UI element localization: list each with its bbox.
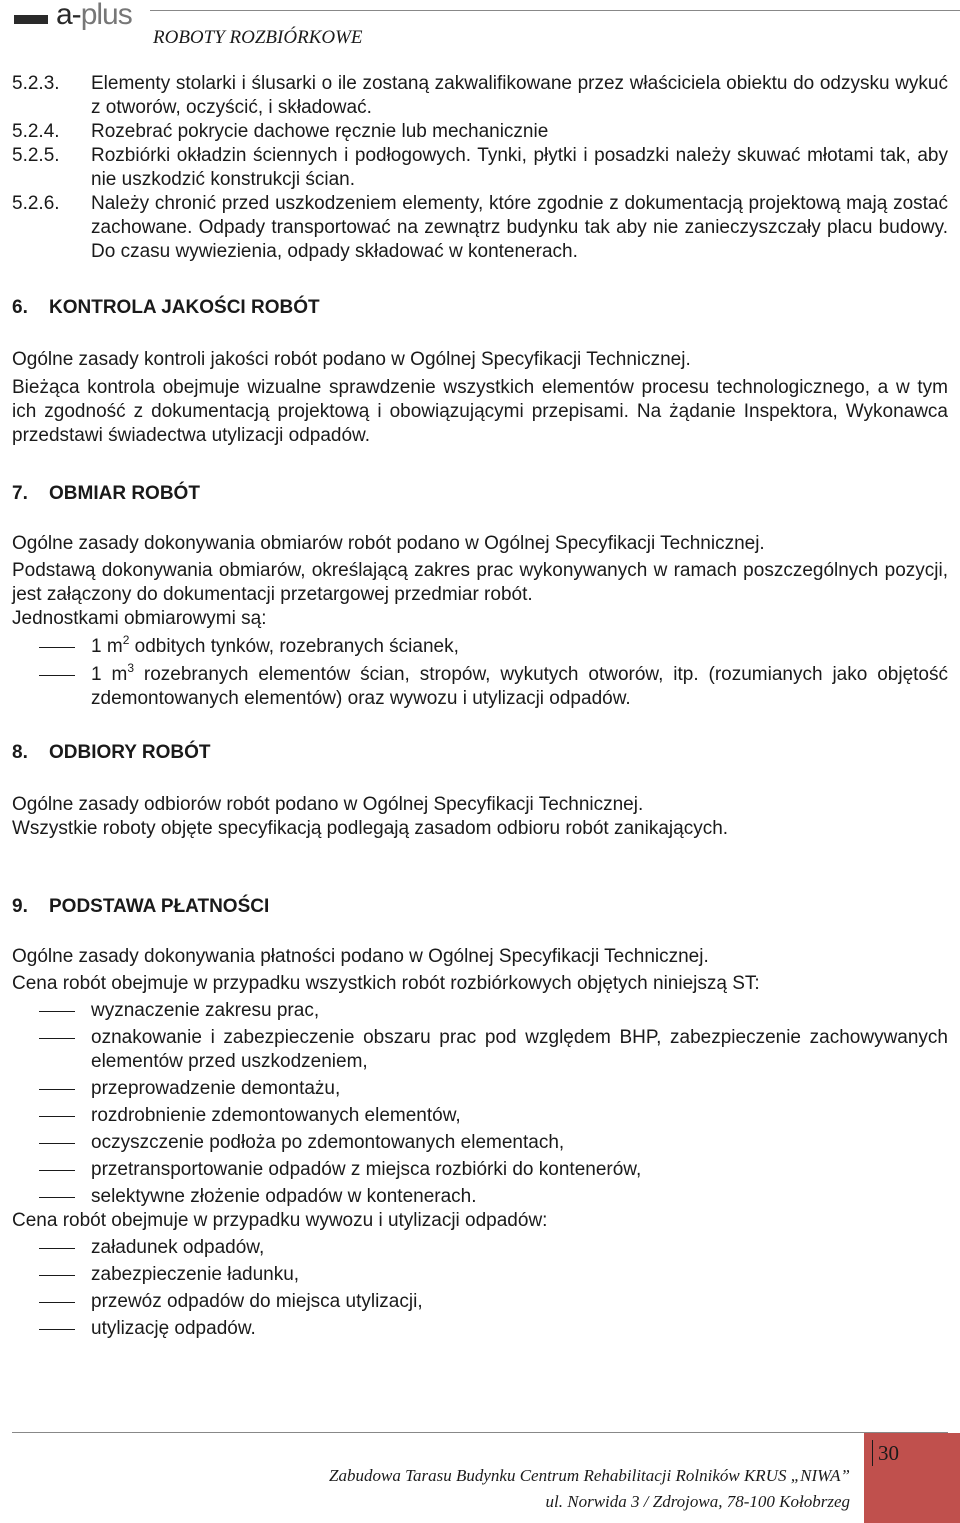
- section-7-paragraph-2: Podstawą dokonywania obmiarów, określającą zakres prac wykonywanych w ramach poszczególnych pozycji, jest załączony do dokumentacji przetargowej przedmiar robót.: [12, 560, 948, 605]
- waste-disposal-list: [12, 1236, 948, 1341]
- list-item: zabezpieczenie ładunku,: [12, 1263, 948, 1287]
- list-item: przetransportowanie odpadów z miejsca rozbiórki do kontenerów,: [12, 1158, 948, 1182]
- logo-bar: [14, 15, 48, 24]
- section-9-paragraph-3: Cena robót obejmuje w przypadku wywozu i utylizacji odpadów:: [12, 1210, 548, 1231]
- section-8-heading: 8. ODBIORY ROBÓT: [12, 742, 211, 763]
- company-logo: a-plus: [56, 0, 132, 31]
- document-title: ROBOTY ROZBIÓRKOWE: [153, 27, 363, 48]
- section-6-paragraph-2: Bieżąca kontrola obejmuje wizualne sprawdzenie wszystkich elementów procesu technologicznego, a w tym ich zgodność z dokumentacją projektową i obowiązującymi przepisami. Na żądanie Inspektora, Wykonawca przedstawi świadectwa utylizacji odpadów.: [12, 377, 948, 446]
- list-item: przeprowadzenie demontażu,: [12, 1077, 948, 1101]
- subsection-5-2-6: 5.2.6. Należy chronić przed uszkodzeniem elementy, które zgodnie z dokumentacją projektową mają zostać zachowane. Odpady transportować na zewnątrz budynku tak aby nie zanieczyszczały placu budowy. Do czasu wywiezienia, odpady składować w kontenerach.: [12, 193, 948, 262]
- section-9-heading: 9. PODSTAWA PŁATNOŚCI: [12, 896, 270, 917]
- list-item: selektywne złożenie odpadów w kontenerach.: [12, 1185, 948, 1209]
- list-item: utylizację odpadów.: [12, 1317, 948, 1341]
- list-item: 1 $m^2$ odbitych tynków, rozebranych ścianek,: [12, 635, 948, 659]
- section-9-paragraph-2: Cena robót obejmuje w przypadku wszystkich robót rozbiórkowych objętych niniejszą ST:: [12, 973, 760, 994]
- subsection-5-2-5: 5.2.5. Rozbiórki okładzin ściennych i podłogowych. Tynki, płytki i posadzki należy skuwać młotami tak, aby nie uszkodzić konstrukcji ścian.: [12, 145, 948, 190]
- list-item: rozdrobnienie zdemontowanych elementów,: [12, 1104, 948, 1128]
- list-item: wyznaczenie zakresu prac,: [12, 999, 948, 1023]
- subsection-5-2-4: 5.2.4. Rozebrać pokrycie dachowe ręcznie lub mechanicznie: [12, 121, 549, 142]
- section-6-heading: 6. KONTROLA JAKOŚCI ROBÓT: [12, 297, 320, 318]
- measurement-units-list: [12, 635, 948, 711]
- section-7-paragraph-3: Jednostkami obmiarowymi są:: [12, 608, 267, 629]
- footer-address: ul. Norwida 3 / Zdrojowa, 78-100 Kołobrzeg: [545, 1492, 850, 1511]
- section-7-heading: 7. OBMIAR ROBÓT: [12, 483, 200, 504]
- page-header: [0, 0, 960, 60]
- section-6-paragraph-1: Ogólne zasady kontroli jakości robót podano w Ogólnej Specyfikacji Technicznej.: [12, 349, 691, 370]
- list-item: oczyszczenie podłoża po zdemontowanych elementach,: [12, 1131, 948, 1155]
- demolition-scope-list: [12, 999, 948, 1209]
- page-footer: [329, 1463, 850, 1515]
- footer-project: Zabudowa Tarasu Budynku Centrum Rehabilitacji Rolników KRUS „NIWA”: [329, 1466, 850, 1485]
- list-item: przewóz odpadów do miejsca utylizacji,: [12, 1290, 948, 1314]
- list-item: 1 $m^3$ rozebranych elementów ścian, stropów, wykutych otworów, itp. (rozumianych jako objętość zdemontowanych elementów) oraz wywozu i utylizacji odpadów.: [12, 663, 948, 711]
- section-9-paragraph-1: Ogólne zasady dokonywania płatności podano w Ogólnej Specyfikacji Technicznej.: [12, 946, 709, 967]
- page-number: 30: [872, 1440, 899, 1466]
- footer-rule: [12, 1432, 948, 1433]
- subsection-5-2-3: 5.2.3. Elementy stolarki i ślusarki o ile zostaną zakwalifikowane przez właściciela obiektu do odzysku wykuć z otworów, oczyścić, i składować.: [12, 73, 948, 118]
- section-8-paragraph-1: Ogólne zasady odbiorów robót podano w Ogólnej Specyfikacji Technicznej.: [12, 794, 644, 815]
- list-item: załadunek odpadów,: [12, 1236, 948, 1260]
- header-rule: [150, 10, 960, 11]
- section-8-paragraph-2: Wszystkie roboty objęte specyfikacją podlegają zasadom odbioru robót zanikających.: [12, 818, 729, 839]
- document-body: [12, 72, 948, 1341]
- list-item: oznakowanie i zabezpieczenie obszaru prac pod względem BHP, zabezpieczenie zachowywanych elementów przed uszkodzeniem,: [12, 1026, 948, 1074]
- section-7-paragraph-1: Ogólne zasady dokonywania obmiarów robót podano w Ogólnej Specyfikacji Technicznej.: [12, 533, 765, 554]
